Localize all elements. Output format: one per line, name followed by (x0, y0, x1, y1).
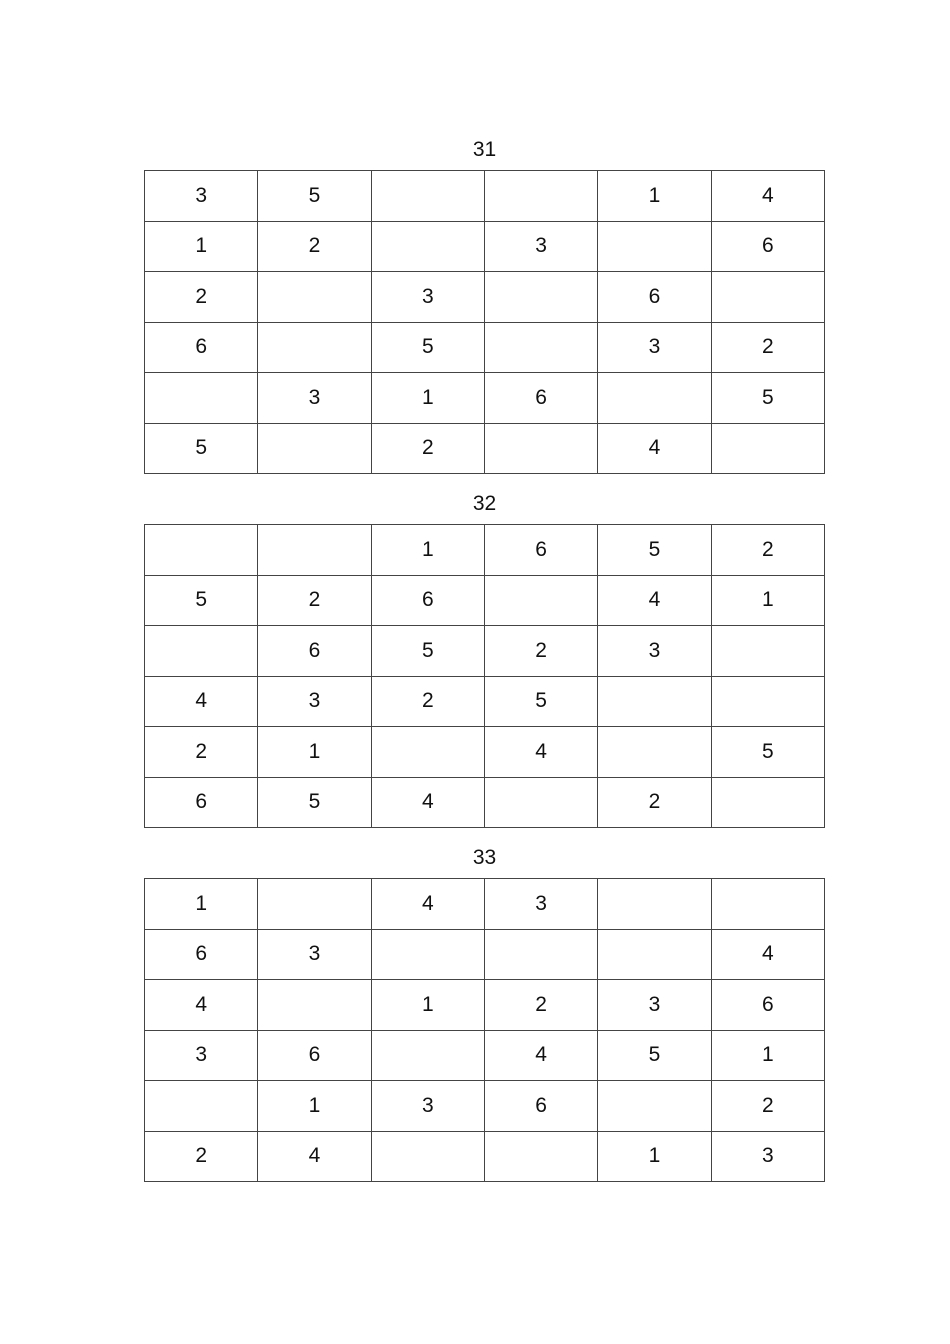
grid-cell: 6 (371, 575, 484, 626)
grid-cell (258, 980, 371, 1031)
grid-cell (145, 626, 258, 677)
grid-cell: 5 (371, 626, 484, 677)
grid-cell: 1 (711, 1030, 824, 1081)
grid-cell: 6 (145, 322, 258, 373)
grid-cell (598, 676, 711, 727)
grid-cell (711, 676, 824, 727)
grid-row (145, 1131, 825, 1182)
grid-cell: 1 (371, 373, 484, 424)
grid-row (145, 980, 825, 1031)
grid-row (145, 777, 825, 828)
puzzle-title: 32 (472, 492, 497, 515)
grid-cell (371, 171, 484, 222)
grid-row (145, 929, 825, 980)
grid-cell (711, 879, 824, 930)
grid-cell (711, 626, 824, 677)
grid-cell: 4 (598, 575, 711, 626)
grid-cell (711, 777, 824, 828)
grid-cell: 2 (598, 777, 711, 828)
grid-cell (598, 929, 711, 980)
grid-cell: 6 (711, 221, 824, 272)
grid-cell: 2 (258, 575, 371, 626)
grid-cell (598, 373, 711, 424)
grid-cell: 3 (258, 929, 371, 980)
grid-cell: 2 (371, 423, 484, 474)
grid-cell: 2 (371, 676, 484, 727)
puzzle-33 (144, 838, 825, 1182)
grid-cell: 6 (484, 1081, 597, 1132)
grid-cell: 1 (258, 727, 371, 778)
grid-cell: 6 (598, 272, 711, 323)
grid-cell: 3 (711, 1131, 824, 1182)
grid-cell: 1 (145, 221, 258, 272)
grid-cell: 4 (711, 929, 824, 980)
grid-cell: 2 (711, 1081, 824, 1132)
grid-cell (145, 373, 258, 424)
grid-cell (258, 272, 371, 323)
grid-row (145, 575, 825, 626)
grid-cell: 2 (711, 525, 824, 576)
grid-cell (371, 221, 484, 272)
grid-cell: 2 (484, 626, 597, 677)
grid-cell: 3 (258, 373, 371, 424)
grid-cell (371, 929, 484, 980)
grid-cell (371, 1131, 484, 1182)
grid-cell: 4 (371, 879, 484, 930)
grid-cell (484, 423, 597, 474)
grid-cell: 5 (711, 727, 824, 778)
grid-cell: 3 (598, 626, 711, 677)
grid-cell: 6 (484, 373, 597, 424)
grid-cell: 1 (258, 1081, 371, 1132)
grid-cell: 4 (371, 777, 484, 828)
grid-row (145, 676, 825, 727)
grid-cell: 3 (484, 879, 597, 930)
grid-cell: 4 (145, 980, 258, 1031)
puzzle-31 (144, 130, 825, 474)
grid-cell: 2 (711, 322, 824, 373)
grid-cell (598, 221, 711, 272)
grid-cell: 6 (711, 980, 824, 1031)
grid-cell: 3 (371, 1081, 484, 1132)
grid-cell: 5 (711, 373, 824, 424)
grid-cell: 3 (598, 980, 711, 1031)
grid-row (145, 626, 825, 677)
grid-cell (484, 272, 597, 323)
grid-row (145, 1081, 825, 1132)
grid-cell (258, 423, 371, 474)
grid-row (145, 727, 825, 778)
grid-cell: 2 (145, 727, 258, 778)
grid-cell: 2 (258, 221, 371, 272)
sudoku-grid (144, 878, 825, 1182)
grid-cell (484, 171, 597, 222)
grid-cell (484, 777, 597, 828)
grid-cell (145, 525, 258, 576)
puzzle-32 (144, 484, 825, 828)
grid-cell (145, 1081, 258, 1132)
grid-cell: 2 (145, 272, 258, 323)
grid-cell: 4 (484, 727, 597, 778)
grid-row (145, 423, 825, 474)
grid-cell: 5 (258, 171, 371, 222)
grid-cell (258, 322, 371, 373)
grid-cell: 5 (484, 676, 597, 727)
grid-cell: 1 (371, 980, 484, 1031)
grid-cell (711, 272, 824, 323)
grid-cell: 3 (145, 1030, 258, 1081)
grid-cell: 5 (598, 1030, 711, 1081)
sudoku-grid (144, 524, 825, 828)
grid-cell: 3 (598, 322, 711, 373)
grid-cell: 4 (258, 1131, 371, 1182)
grid-cell: 1 (371, 525, 484, 576)
grid-cell: 1 (598, 1131, 711, 1182)
grid-cell: 2 (484, 980, 597, 1031)
grid-cell: 5 (258, 777, 371, 828)
grid-cell (258, 879, 371, 930)
grid-cell: 1 (711, 575, 824, 626)
grid-row (145, 221, 825, 272)
grid-cell (484, 322, 597, 373)
grid-cell: 6 (145, 929, 258, 980)
grid-cell: 5 (598, 525, 711, 576)
grid-cell: 6 (258, 626, 371, 677)
grid-cell: 2 (145, 1131, 258, 1182)
grid-cell: 5 (145, 575, 258, 626)
grid-cell (598, 879, 711, 930)
grid-cell (258, 525, 371, 576)
grid-cell: 6 (258, 1030, 371, 1081)
grid-cell: 3 (258, 676, 371, 727)
puzzle-title: 33 (472, 846, 497, 869)
grid-cell: 4 (598, 423, 711, 474)
grid-cell: 4 (711, 171, 824, 222)
grid-cell: 3 (145, 171, 258, 222)
grid-cell (598, 1081, 711, 1132)
grid-cell: 6 (484, 525, 597, 576)
grid-row (145, 525, 825, 576)
grid-row (145, 373, 825, 424)
grid-row (145, 171, 825, 222)
grid-cell (484, 1131, 597, 1182)
grid-row (145, 322, 825, 373)
grid-cell: 1 (598, 171, 711, 222)
grid-row (145, 272, 825, 323)
grid-cell (484, 929, 597, 980)
grid-cell (371, 727, 484, 778)
puzzle-title: 31 (472, 138, 497, 161)
grid-cell: 5 (371, 322, 484, 373)
grid-cell (598, 727, 711, 778)
grid-cell: 4 (145, 676, 258, 727)
sudoku-grid (144, 170, 825, 474)
grid-cell (371, 1030, 484, 1081)
grid-row (145, 879, 825, 930)
grid-row (145, 1030, 825, 1081)
grid-cell (711, 423, 824, 474)
grid-cell: 1 (145, 879, 258, 930)
grid-cell: 3 (484, 221, 597, 272)
grid-cell: 6 (145, 777, 258, 828)
grid-cell: 4 (484, 1030, 597, 1081)
grid-cell (484, 575, 597, 626)
grid-cell: 3 (371, 272, 484, 323)
grid-cell: 5 (145, 423, 258, 474)
